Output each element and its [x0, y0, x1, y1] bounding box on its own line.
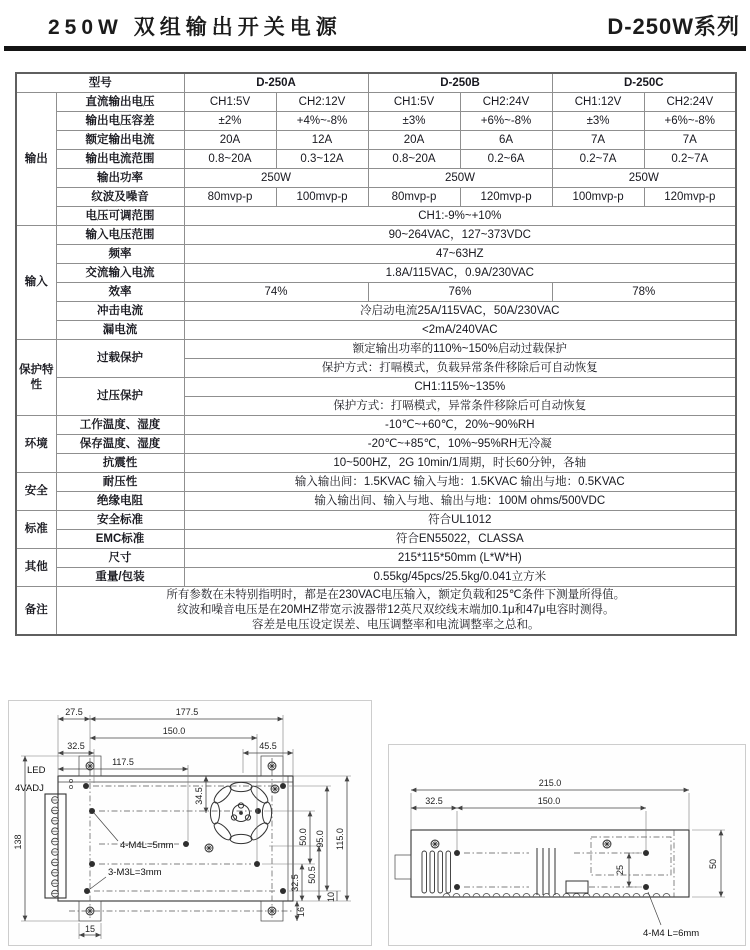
dim-10: 10: [326, 891, 336, 903]
spec-cell: 0.2~6A: [460, 150, 552, 169]
spec-cell: 1.8A/115VAC，0.9A/230VAC: [184, 264, 736, 283]
row-label: EMC标准: [56, 530, 184, 549]
spec-cell: -20℃~+85℃，10%~95%RH无冷凝: [184, 435, 736, 454]
spec-cell: 0.8~20A: [184, 150, 276, 169]
remark-line: 容差是电压设定误差、电压调整率和电流调整率之总和。: [252, 618, 540, 631]
hole-spec-label: 4-M4L=5mm: [120, 840, 174, 851]
row-label: 漏电流: [56, 321, 184, 340]
mounting-hole: [454, 850, 460, 856]
page-header: [4, 0, 746, 51]
dim-95: 95.0: [315, 830, 325, 848]
row-label: 尺寸: [56, 549, 184, 568]
dim-117-5: 117.5: [112, 757, 134, 767]
spec-cell: 输入输出间、输入与地、输出与地：100M ohms/500VDC: [184, 492, 736, 511]
dim-150: 150.0: [162, 726, 186, 736]
side-view-svg: [389, 745, 745, 945]
spec-cell: ±3%: [552, 112, 644, 131]
row-label: 输出功率: [56, 169, 184, 188]
row-label: 冲击电流: [56, 302, 184, 321]
row-label: 电压可调范围: [56, 207, 184, 226]
screw-icon: [603, 840, 611, 848]
dim-27-5: 27.5: [65, 707, 83, 717]
dim-115: 115.0: [335, 828, 345, 850]
row-label: 抗震性: [56, 454, 184, 473]
spec-cell: 120mvp-p: [644, 188, 736, 207]
row-label: 输出电压容差: [56, 112, 184, 131]
spec-cell: 76%: [368, 283, 552, 302]
screw-icon: [431, 840, 439, 848]
dim-138: 138: [13, 834, 23, 850]
spec-cell: 0.2~7A: [552, 150, 644, 169]
row-label: 额定输出电流: [56, 131, 184, 150]
row-label: 输出电流范围: [56, 150, 184, 169]
spec-cell: 90~264VAC，127~373VDC: [184, 226, 736, 245]
hole-spec-label: 3-M3L=3mm: [108, 867, 162, 878]
spec-cell: CH1:5V: [184, 93, 276, 112]
group-label: 安全: [16, 473, 56, 511]
group-label: 保护特性: [16, 340, 56, 416]
series-title: D-250W系列: [607, 14, 740, 39]
vent-slots: [422, 851, 451, 893]
spec-cell: -10℃~+60℃，20%~90%RH: [184, 416, 736, 435]
spec-cell: 250W: [552, 169, 736, 188]
row-label: 效率: [56, 283, 184, 302]
dim-50-5: 50.5: [307, 866, 317, 884]
dim-15: 15: [84, 924, 96, 934]
row-label: 交流输入电流: [56, 264, 184, 283]
dim-177-5: 177.5: [175, 707, 199, 717]
vadj-label: 4VADJ: [15, 783, 44, 794]
spec-cell: 0.2~7A: [644, 150, 736, 169]
model-name: D-250A: [184, 73, 368, 93]
mechanical-drawing-top-view: [8, 700, 372, 946]
row-label: 保存温度、湿度: [56, 435, 184, 454]
group-label: 输出: [16, 93, 56, 226]
dim-32-5-right: 32.5: [290, 874, 300, 892]
model-name: D-250C: [552, 73, 736, 93]
spec-cell: 符合EN55022，CLASSA: [184, 530, 736, 549]
spec-cell: CH2:24V: [460, 93, 552, 112]
spec-cell: 80mvp-p: [368, 188, 460, 207]
dim-16: 16: [296, 906, 306, 918]
spec-cell: +6%~-8%: [644, 112, 736, 131]
mounting-hole: [454, 884, 460, 890]
spec-cell: 输入输出间：1.5KVAC 输入与地：1.5KVAC 输出与地：0.5KVAC: [184, 473, 736, 492]
spec-cell: 冷启动电流25A/115VAC，50A/230VAC: [184, 302, 736, 321]
row-label: 纹波及噪音: [56, 188, 184, 207]
row-label: 工作温度、湿度: [56, 416, 184, 435]
spec-cell: ±3%: [368, 112, 460, 131]
dim-34-5: 34.5: [194, 787, 204, 805]
group-label: 环境: [16, 416, 56, 473]
spec-cell: 6A: [460, 131, 552, 150]
model-name: D-250B: [368, 73, 552, 93]
spec-cell: 12A: [276, 131, 368, 150]
dim-45-5: 45.5: [259, 741, 277, 751]
spec-cell: CH1:5V: [368, 93, 460, 112]
fan: [210, 782, 271, 843]
spec-cell: 保护方式：打嗝模式，异常条件移除后可自动恢复: [184, 397, 736, 416]
dim-215: 215.0: [538, 778, 562, 788]
mounting-hole: [643, 884, 649, 890]
spec-cell: 保护方式：打嗝模式，负载异常条件移除后可自动恢复: [184, 359, 736, 378]
top-view-svg: [9, 701, 371, 945]
spec-cell: CH2:12V: [276, 93, 368, 112]
dim-32-5: 32.5: [425, 796, 443, 806]
spec-cell: 80mvp-p: [184, 188, 276, 207]
spec-table: [15, 72, 737, 636]
spec-cell: 10~500HZ，2G 10min/1周期，时长60分钟，各轴: [184, 454, 736, 473]
spec-cell: 7A: [552, 131, 644, 150]
row-label: 绝缘电阻: [56, 492, 184, 511]
remark-line: 所有参数在未特别指明时，都是在230VAC电压输入，额定负载和25℃条件下测量所得值。: [166, 589, 626, 601]
spec-cell: 100mvp-p: [276, 188, 368, 207]
spec-cell: 额定输出功率的110%~150%启动过载保护: [184, 340, 736, 359]
spec-cell: 符合UL1012: [184, 511, 736, 530]
internal-components: [537, 848, 588, 895]
row-label: 直流输出电压: [56, 93, 184, 112]
spec-cell: CH2:24V: [644, 93, 736, 112]
spec-table-body: [16, 73, 736, 635]
screw-icon: [205, 844, 213, 852]
group-label: 备注: [16, 587, 56, 635]
spec-cell: 0.55kg/45pcs/25.5kg/0.041立方米: [184, 568, 736, 587]
spec-cell: [56, 587, 736, 635]
mounting-hole: [643, 850, 649, 856]
spec-cell: +4%~-8%: [276, 112, 368, 131]
terminal-block: [45, 794, 66, 898]
spec-cell: 100mvp-p: [552, 188, 644, 207]
spec-cell: 20A: [184, 131, 276, 150]
spec-cell: 74%: [184, 283, 368, 302]
spec-cell: 0.3~12A: [276, 150, 368, 169]
dim-25: 25: [615, 864, 625, 876]
remark-line: 纹波和噪音电压是在20MHZ带宽示波器带12英尺双绞线末端加0.1μ和47μ电容时测得。: [177, 603, 615, 616]
spec-cell: 120mvp-p: [460, 188, 552, 207]
spec-cell: ±2%: [184, 112, 276, 131]
group-label: 标准: [16, 511, 56, 549]
spec-cell: +6%~-8%: [460, 112, 552, 131]
row-label: 耐压性: [56, 473, 184, 492]
page-title: 250W 双组输出开关电源: [48, 16, 342, 39]
spec-cell: 250W: [184, 169, 368, 188]
row-label: 重量/包装: [56, 568, 184, 587]
dim-50: 50.0: [298, 828, 308, 846]
spec-cell: 78%: [552, 283, 736, 302]
hole-spec-label: 4-M4 L=6mm: [643, 928, 700, 939]
spec-cell: 250W: [368, 169, 552, 188]
dim-150: 150.0: [537, 796, 561, 806]
row-label: 输入电压范围: [56, 226, 184, 245]
group-label: 输入: [16, 226, 56, 340]
spec-cell: CH1:12V: [552, 93, 644, 112]
row-label: 频率: [56, 245, 184, 264]
spec-cell: CH1:115%~135%: [184, 378, 736, 397]
spec-cell: 20A: [368, 131, 460, 150]
vadj-pot: [69, 785, 72, 788]
spec-cell: 47~63HZ: [184, 245, 736, 264]
spec-cell: 7A: [644, 131, 736, 150]
group-label: 其他: [16, 549, 56, 587]
mechanical-drawing-side-view: [388, 744, 746, 946]
row-label: 安全标准: [56, 511, 184, 530]
spec-cell: CH1:-9%~+10%: [184, 207, 736, 226]
dim-50: 50: [708, 858, 718, 870]
led-label: LED: [27, 765, 46, 776]
dim-32-5-top: 32.5: [67, 741, 85, 751]
spec-cell: 215*115*50mm (L*W*H): [184, 549, 736, 568]
switch-connector: [395, 855, 411, 879]
model-header: 型号: [16, 73, 184, 93]
spec-cell: <2mA/240VAC: [184, 321, 736, 340]
row-label: 过压保护: [56, 378, 184, 416]
spec-cell: 0.8~20A: [368, 150, 460, 169]
row-label: 过载保护: [56, 340, 184, 378]
